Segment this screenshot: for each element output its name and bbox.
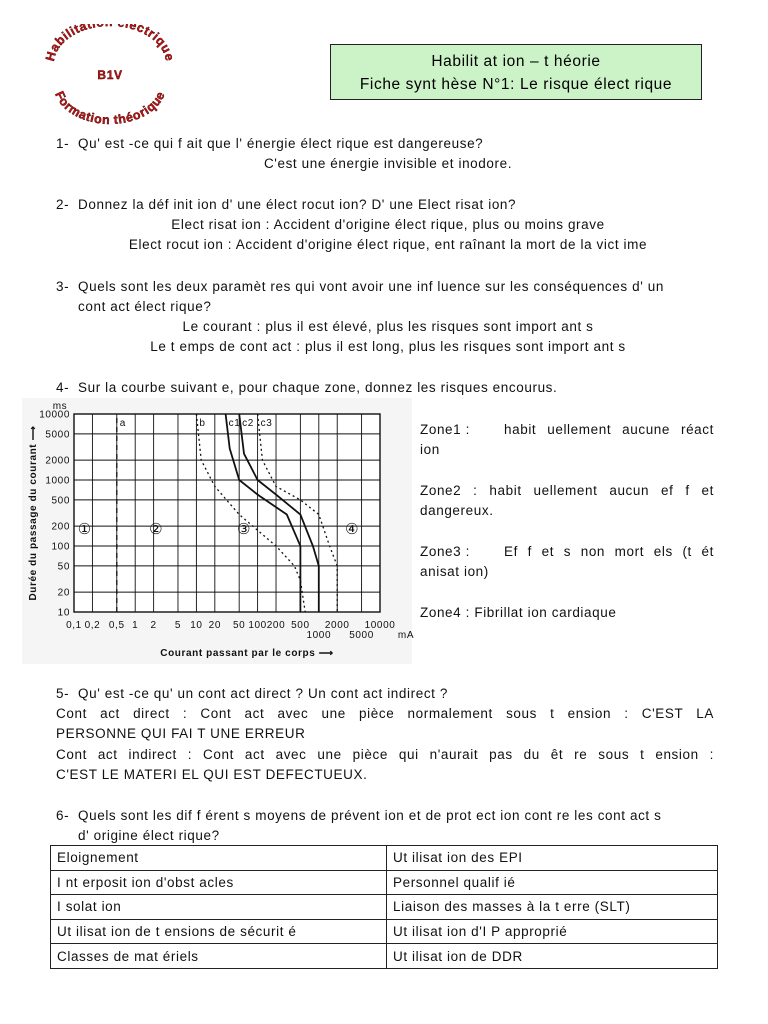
logo-graphic — [40, 24, 180, 126]
question-3 — [56, 277, 720, 297]
zone-2 — [420, 481, 714, 521]
x-tick-label: 20 — [208, 620, 221, 631]
logo — [40, 24, 180, 126]
x-tick-label: 2000 — [324, 620, 350, 631]
question-3-text-line1: Quels sont les deux paramèt res qui vont avoir une inf luence sur les conséquences d' un — [78, 279, 664, 294]
y-tick-label: 1000 — [45, 475, 70, 487]
x-tick-label: 200 — [266, 620, 286, 631]
table-row — [51, 895, 718, 920]
x-tick-label: 1 — [132, 620, 139, 631]
zone-label: ① — [77, 521, 92, 539]
zone-1-label: Zone1 : — [420, 422, 470, 437]
question-1-number: 1- — [56, 136, 70, 151]
x-tick-label: 5 — [174, 620, 182, 631]
title-line-1: Habilit at ion – t héorie — [431, 53, 601, 70]
question-1-text: Qu' est -ce qui f ait que l' énergie élect rique est dangereuse? — [78, 136, 484, 151]
y-tick-label: 10 — [57, 607, 70, 619]
answer-2-electrisation: Elect risat ion : Accident d'origine élect rique, plus ou moins grave — [171, 217, 605, 232]
zone-label: ② — [149, 521, 164, 539]
y-tick-label: 2000 — [45, 455, 70, 467]
question-3-cont — [56, 297, 720, 317]
x-unit-label: mA — [397, 630, 415, 641]
table-cell: Liaison des masses à la t erre (SLT) — [387, 895, 718, 920]
zone-3 — [420, 542, 714, 582]
zone-4 — [420, 603, 714, 623]
contact-direct-line1: Cont act direct : Cont act avec une pièce normalement sous t ension : C'EST LA — [56, 706, 714, 721]
y-tick-label: 500 — [51, 495, 70, 507]
question-6 — [56, 806, 720, 826]
table-cell: Ut ilisat ion d'I P approprié — [387, 919, 718, 944]
table-cell: Eloignement — [51, 846, 387, 871]
question-3-text-line2: cont act élect rique? — [78, 299, 212, 314]
x-tick-label: 2 — [150, 620, 157, 631]
question-6-text-line1: Quels sont les dif f érent s moyens de prévent ion et de prot ect ion cont re les cont act s — [78, 808, 662, 823]
table-row — [51, 919, 718, 944]
zone-1 — [420, 420, 714, 460]
table-cell: Ut ilisat ion de t ensions de sécurit é — [51, 919, 387, 944]
x-tick-label: 0,2 — [84, 620, 101, 631]
contact-indirect-line1: Cont act indirect : Cont act avec une pièce qui n'aurait pas du êt re sous t ension : — [56, 747, 714, 762]
table-cell: Personnel qualif ié — [387, 870, 718, 895]
table-cell: I nt erposit ion d'obst acles — [51, 870, 387, 895]
y-tick-label: 50 — [57, 561, 70, 573]
question-6-cont — [56, 826, 720, 846]
y-unit-label: ms — [52, 401, 68, 412]
zones-list — [420, 420, 714, 644]
title-box — [330, 44, 702, 100]
zone-4-label: Zone4 : — [420, 605, 470, 620]
zone-label: ④ — [345, 521, 360, 539]
answer-3-temps: Le t emps de cont act : plus il est long, plus les risques sont import ant s — [150, 339, 626, 354]
logo-bottom-text: Formation théorique — [52, 89, 168, 126]
x-tick-label: 0,1 — [66, 620, 82, 631]
zone-2-label: Zone2 : — [420, 483, 478, 498]
table-cell: Ut ilisat ion de DDR — [387, 944, 718, 969]
x-tick-label: 500 — [291, 620, 310, 631]
zone-3-label: Zone3 : — [420, 544, 470, 559]
question-2-text: Donnez la déf init ion d' une élect rocut ion? D' une Elect risat ion? — [78, 197, 517, 212]
answer-3-courant: Le courant : plus il est élevé, plus les risques sont import ant s — [182, 319, 594, 334]
table-cell: I solat ion — [51, 895, 387, 920]
x-tick-label: 10000 — [364, 620, 396, 631]
zone-label: ③ — [236, 521, 252, 539]
logo-middle-text: B1V — [97, 68, 123, 82]
curve-label-c1: c1 — [228, 418, 241, 429]
question-2-number: 2- — [56, 197, 70, 212]
y-tick-label: 20 — [57, 587, 70, 599]
y-tick-label: 100 — [51, 541, 70, 553]
contact-direct-line2: PERSONNE QUI FAI T UNE ERREUR — [56, 726, 306, 741]
question-4-number: 4- — [56, 380, 70, 395]
question-2 — [56, 195, 720, 215]
x-tick-label: 5000 — [349, 630, 374, 641]
zone-4-text: Fibrillat ion cardiaque — [474, 605, 617, 620]
x-axis-title: Courant passant par le corps ⟶ — [160, 648, 334, 659]
current-time-chart — [22, 398, 415, 664]
question-5-number: 5- — [56, 686, 70, 701]
prevention-table — [50, 845, 718, 969]
contact-indirect-line2: C'EST LE MATERI EL QUI EST DEFECTUEUX. — [56, 767, 368, 782]
question-5 — [56, 684, 720, 704]
curve-label-b: b — [199, 418, 206, 429]
y-tick-label: 5000 — [45, 429, 70, 441]
answer-2-electrocution: Elect rocut ion : Accident d'origine élect rique, ent raînant la mort de la vict ime — [128, 237, 648, 252]
zone-2-text: habit uellement aucun ef f et dangereux. — [420, 483, 715, 518]
question-6-text-line2: d' origine élect rique? — [78, 828, 220, 843]
curve-label-c3: c3 — [260, 418, 273, 429]
table-cell: Ut ilisat ion des EPI — [387, 846, 718, 871]
plot-area — [74, 414, 380, 612]
question-3-number: 3- — [56, 279, 70, 294]
x-tick-label: 1000 — [306, 630, 332, 641]
question-4 — [56, 378, 720, 398]
table-cell: Classes de mat ériels — [51, 944, 387, 969]
table-row — [51, 870, 718, 895]
zone-1-text: habit uellement aucune réact ion — [420, 422, 714, 457]
question-6-number: 6- — [56, 808, 70, 823]
question-4-text: Sur la courbe suivant e, pour chaque zone, donnez les risques encourus. — [78, 380, 558, 395]
y-axis-title: Durée du passage du courant ⟶ — [28, 425, 39, 601]
question-1 — [56, 134, 720, 154]
x-tick-label: 10 — [190, 620, 203, 631]
zone-3-text: Ef f et s non mort els (t ét anisat ion) — [420, 544, 714, 579]
curve-label-c2: c2 — [242, 418, 254, 429]
chart-svg — [22, 398, 415, 664]
answer-1: C'est une énergie invisible et inodore. — [263, 156, 513, 171]
x-tick-label: 100 — [248, 620, 267, 631]
curve-label-a: a — [119, 418, 126, 429]
title-line-2: Fiche synt hèse N°1: Le risque élect rique — [359, 76, 673, 93]
y-tick-label: 10000 — [39, 409, 70, 421]
x-tick-label: 0,5 — [108, 620, 125, 631]
logo-top-text: Habilitat ectrique — [43, 24, 177, 63]
question-5-text: Qu' est -ce qu' un cont act direct ? Un cont act indirect ? — [78, 686, 448, 701]
table-row — [51, 846, 718, 871]
y-tick-label: 200 — [51, 521, 70, 533]
table-row — [51, 944, 718, 969]
x-tick-label: 50 — [233, 620, 246, 631]
